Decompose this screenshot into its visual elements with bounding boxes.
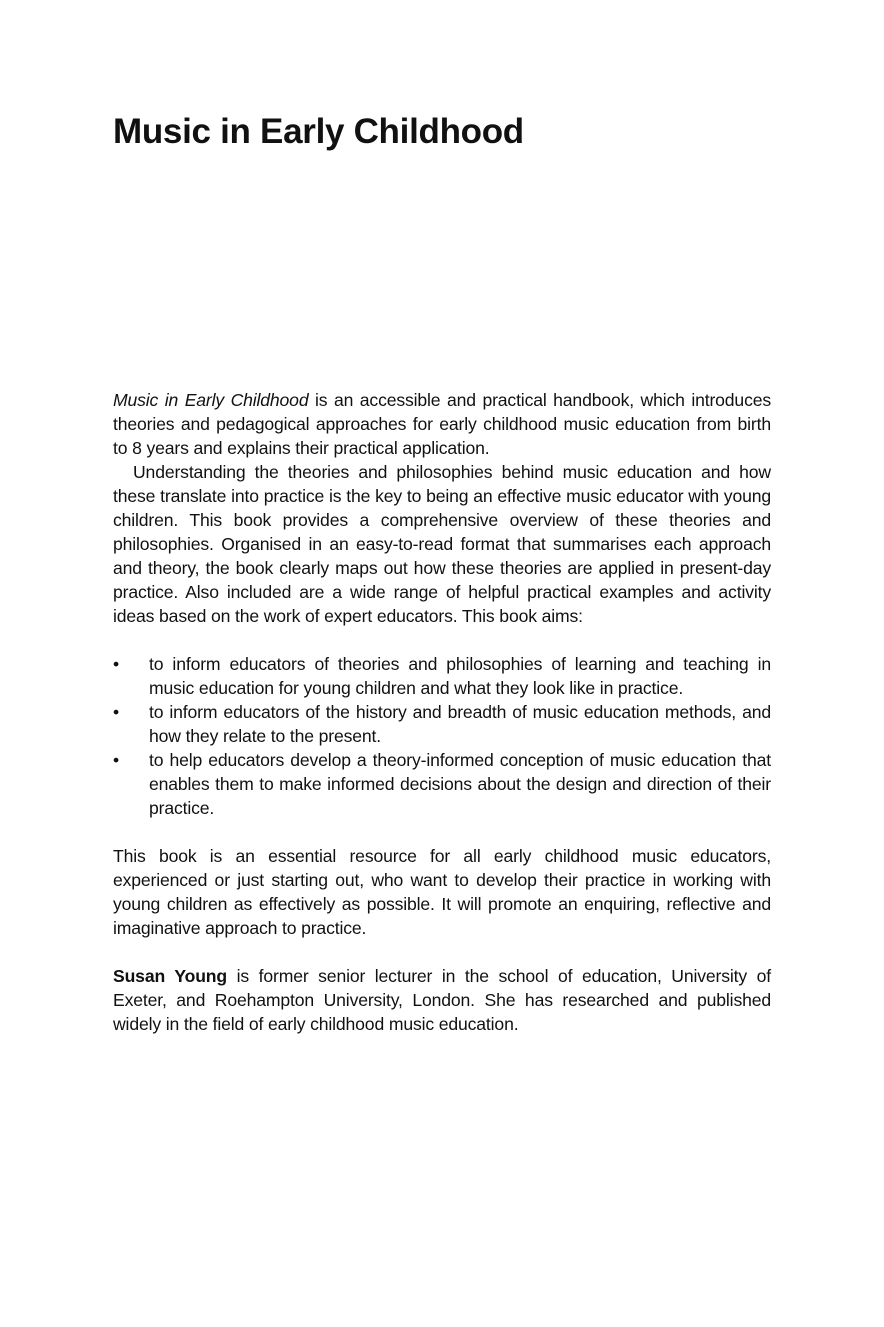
spacer <box>113 628 771 652</box>
spacer <box>113 940 771 964</box>
list-item-text: to help educators develop a theory-informed conception of music education that enables them to make informed decisions about the design and direction of their practice. <box>149 750 771 818</box>
bullet-icon: • <box>113 750 120 770</box>
overview-paragraph: Understanding the theories and philosophies behind music education and how these translate into practice is the key to being an effective music educator with young children. This book provides a comprehensive overview of these theories and philosophies. Organised in an easy-to-read format that summarises each approach and theory, the book clearly maps out how these theories are applied in present-day practice. Also included are a wide range of helpful practical examples and activity ideas based on the work of expert educators. This book aims: <box>113 462 771 626</box>
author-name: Susan Young <box>113 966 228 986</box>
page-title: Music in Early Childhood <box>113 112 524 151</box>
list-item <box>113 652 771 700</box>
bullet-icon: • <box>113 702 120 722</box>
bullet-icon: • <box>113 654 120 674</box>
resource-paragraph: This book is an essential resource for all early childhood music educators, experienced or just starting out, who want to develop their practice in working with young children as effectively as possible. It will promote an enquiring, reflective and imaginative approach to practice. <box>113 846 771 938</box>
list-item-text: to inform educators of theories and philosophies of learning and teaching in music education for young children and what they look like in practice. <box>149 654 771 698</box>
list-item <box>113 700 771 748</box>
blurb-body <box>113 388 771 1036</box>
intro-paragraph <box>113 388 771 460</box>
book-title-italic: Music in Early Childhood <box>113 390 309 410</box>
spacer <box>113 820 771 844</box>
author-bio <box>113 964 771 1036</box>
intro-text: is an accessible and practical handbook, which introduces theories and pedagogical approaches for early childhood music education from birth to 8 years and explains their practical application. <box>113 390 771 458</box>
list-item-text: to inform educators of the history and breadth of music education methods, and how they relate to the present. <box>149 702 771 746</box>
aims-list <box>113 652 771 820</box>
author-bio-text: is former senior lecturer in the school of education, University of Exeter, and Roehampton University, London. She has researched and published widely in the field of early childhood music education. <box>113 966 772 1034</box>
list-item <box>113 748 771 820</box>
